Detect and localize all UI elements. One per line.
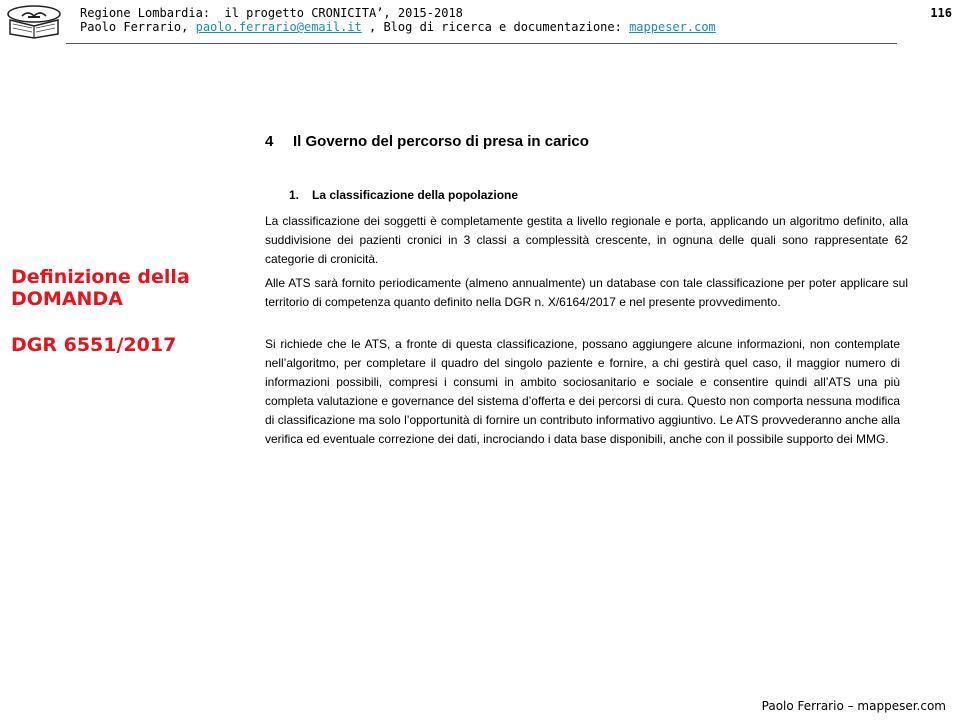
page-number: 116	[930, 6, 952, 20]
paragraph-classification: La classificazione dei soggetti è completamente gestita a livello regionale e porta, applicando un algoritmo definito, alla suddivisione dei pazienti cronici in 3 classi a complessità crescente, in ognuna delle quali sono rappresentate 62 categorie di cronicità.	[265, 214, 908, 266]
paragraph-ats-request: Si richiede che le ATS, a fronte di questa classificazione, possano aggiungere alcune informazioni, non contemplate nell’algoritmo, per completare il quadro del singolo paziente e fornire, a chi gestirà quel caso, il maggior numero di informazioni possibili, compresi i consumi in ambito sociosanitario e sociale e consentire quindi all’ATS una più completa valutazione e governance del sistema d’offerta e dei percorsi di cura. Questo non comporta nessuna modifica di classificazione ma solo l’opportunità di fornire un contributo informativo aggiuntivo. Le ATS provvederanno anche alla verifica ed eventuale correzione dei dati, incrociando i data base disponibili, anche con il possibile supporto dei MMG.	[265, 337, 900, 446]
section-number: 4	[265, 133, 274, 150]
blog-label: , Blog di ricerca e documentazione:	[361, 20, 630, 34]
sidebar-title	[11, 266, 241, 310]
handshake-book-logo-icon	[4, 4, 64, 40]
header-title: Regione Lombardia: il progetto CRONICITA’, 2015-2018	[80, 6, 463, 20]
subsection-number: 1.	[289, 188, 300, 202]
author-prefix: Paolo Ferrario,	[80, 20, 196, 34]
sidebar-reference: DGR 6551/2017	[11, 334, 177, 356]
section-title: Il Governo del percorso di presa in carico	[293, 133, 589, 150]
subsection-title: La classificazione della popolazione	[312, 188, 519, 202]
header-divider	[66, 43, 897, 44]
blog-link[interactable]: mappeser.com	[629, 20, 716, 34]
header-author-line	[80, 20, 716, 34]
sidebar-title-line2: DOMANDA	[11, 288, 123, 310]
sidebar-title-line1: Definizione della	[11, 266, 190, 288]
email-link[interactable]: paolo.ferrario@email.it	[195, 20, 362, 34]
paragraph-database: Alle ATS sarà fornito periodicamente (almeno annualmente) un database con tale classificazione per poter applicare sul territorio di competenza quanto definito nella DGR n. X/6164/2017 e nel presente provvedimento.	[265, 276, 908, 309]
subsection-heading	[289, 187, 518, 203]
section-heading	[265, 132, 589, 152]
footer-credit: Paolo Ferrario – mappeser.com	[761, 699, 946, 713]
